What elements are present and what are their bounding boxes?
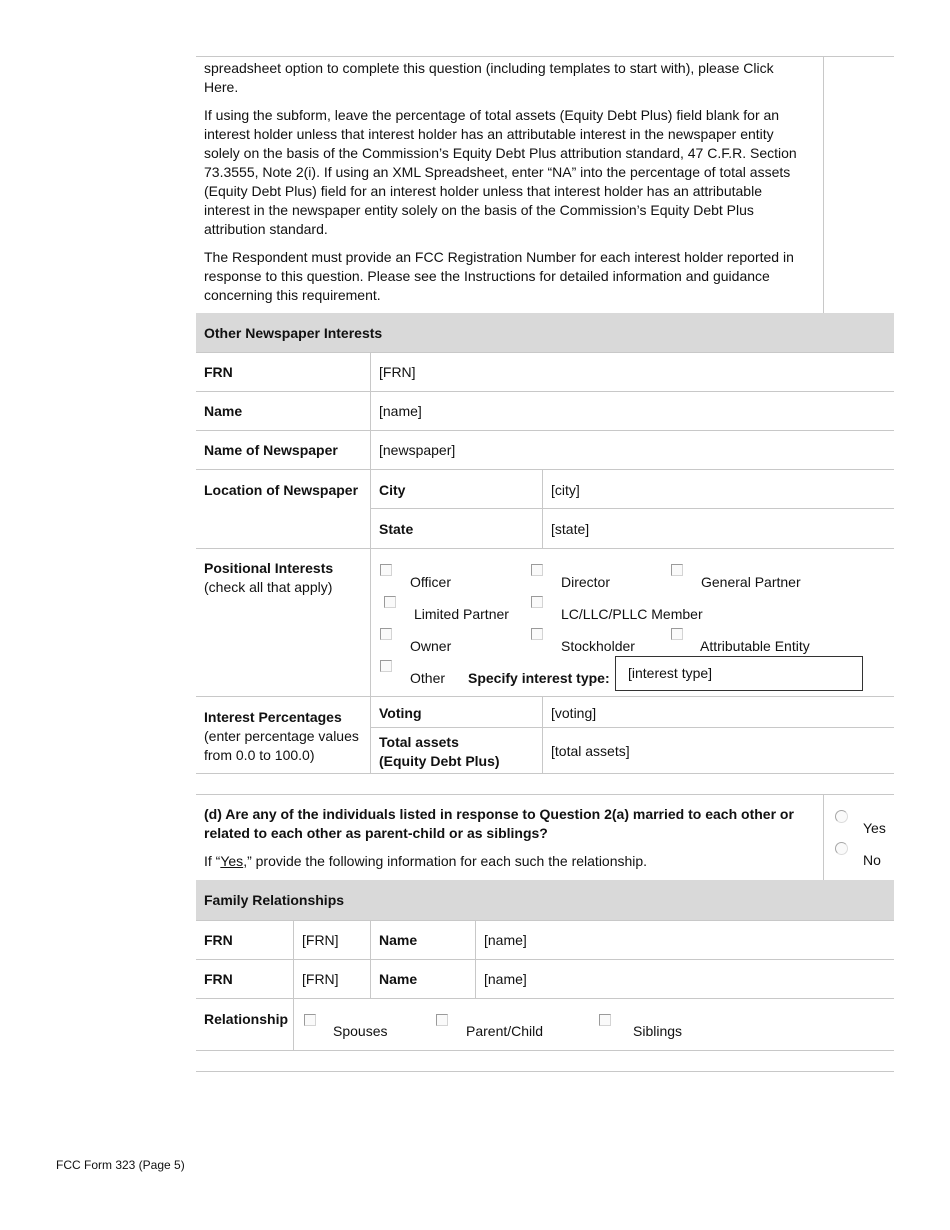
general-partner-checkbox[interactable] [671,564,683,576]
no-radio[interactable] [835,842,848,855]
name-value[interactable]: [name] [379,403,422,419]
parent-child-label: Parent/Child [466,1023,544,1039]
relationship-label: Relationship [204,1011,289,1027]
owner-checkbox[interactable] [380,628,392,640]
total-assets-value[interactable]: [total assets] [551,743,630,759]
interest-percentages-note: (enter percentage values from 0.0 to 100.0) [204,728,359,763]
intro-paragraph-1: spreadsheet option to complete this question (including templates to start with), please Click Here. [204,60,774,95]
positional-interests-note: (check all that apply) [204,579,333,595]
family-frn-label-1: FRN [204,932,233,948]
newspaper-section-title: Other Newspaper Interests [204,325,383,341]
officer-checkbox[interactable] [380,564,392,576]
director-label: Director [561,574,611,590]
officer-label: Officer [410,574,451,590]
positional-interests-label: Positional Interests [204,560,334,576]
total-assets-label: Total assets (Equity Debt Plus) [379,734,500,769]
location-label: Location of Newspaper [204,482,359,498]
limited-partner-label: Limited Partner [414,606,509,622]
general-partner-label: General Partner [701,574,801,590]
newspaper-label-divider [370,352,371,773]
interest-percentages-label: Interest Percentages [204,709,342,725]
owner-label: Owner [410,638,452,654]
intro-paragraph-2: If using the subform, leave the percentage of total assets (Equity Debt Plus) field blank for an interest holder unless that interest holder has an attributable interest in the newspaper entity solely on the basis of the Commission’s Equity Debt Plus attribution standard, 47 C.F.R. Section 73.3555, Note 2(i). If using an XML Spreadsheet, enter “NA” into the percentage of total assets (Equity Debt Plus) field for an interest holder unless that interest holder has an attributable interest in the newspaper entity solely on the basis of the Commission’s Equity Debt Plus attribution standard. [204,107,797,237]
frn-value[interactable]: [FRN] [379,364,416,380]
stockholder-label: Stockholder [561,638,635,654]
interest-type-value: [interest type] [628,665,713,681]
family-name-value-1[interactable]: [name] [484,932,527,948]
no-radio-label: No [863,852,881,868]
family-frn-value-1[interactable]: [FRN] [302,932,339,948]
attributable-entity-label: Attributable Entity [700,638,810,654]
family-section-title: Family Relationships [204,892,345,908]
newspaper-name-label: Name of Newspaper [204,442,338,458]
question-d-text: (d) Are any of the individuals listed in response to Question 2(a) married to each other or related to each other as parent-child or as siblings? [204,806,794,841]
limited-partner-checkbox[interactable] [384,596,396,608]
bottom-rule [196,1071,894,1072]
family-frn-value-2[interactable]: [FRN] [302,971,339,987]
voting-label: Voting [379,705,422,721]
top-rule [196,56,894,57]
voting-value[interactable]: [voting] [551,705,597,721]
state-value[interactable]: [state] [551,521,590,537]
stockholder-checkbox[interactable] [531,628,543,640]
newspaper-name-value[interactable]: [newspaper] [379,442,456,458]
yes-radio-label: Yes [863,820,886,836]
intro-right-divider [823,56,824,313]
family-name-label-2: Name [379,971,418,987]
other-label: Other [410,670,446,686]
yes-radio[interactable] [835,810,848,823]
state-label: State [379,521,414,537]
family-frn-label-2: FRN [204,971,233,987]
question-d-divider [823,794,824,880]
llc-member-label: LC/LLC/PLLC Member [561,606,703,622]
specify-interest-label: Specify interest type: [468,670,610,686]
llc-member-checkbox[interactable] [531,596,543,608]
attributable-entity-checkbox[interactable] [671,628,683,640]
name-label: Name [204,403,243,419]
director-checkbox[interactable] [531,564,543,576]
other-checkbox[interactable] [380,660,392,672]
family-name-label-1: Name [379,932,418,948]
yes-link[interactable]: Yes [220,853,244,869]
city-label: City [379,482,406,498]
intro-paragraph-3: The Respondent must provide an FCC Registration Number for each interest holder reported in response to this question. Please see the Instructions for detailed information and guidance concerning this requirement. [204,249,794,303]
family-name-value-2[interactable]: [name] [484,971,527,987]
question-d-note: If “Yes,” provide the following information for each such the relationship. [204,853,648,869]
city-value[interactable]: [city] [551,482,580,498]
siblings-label: Siblings [633,1023,683,1039]
spouses-checkbox[interactable] [304,1014,316,1026]
frn-label: FRN [204,364,233,380]
spouses-label: Spouses [333,1023,388,1039]
parent-child-checkbox[interactable] [436,1014,448,1026]
page-footer: FCC Form 323 (Page 5) [56,1158,185,1172]
siblings-checkbox[interactable] [599,1014,611,1026]
